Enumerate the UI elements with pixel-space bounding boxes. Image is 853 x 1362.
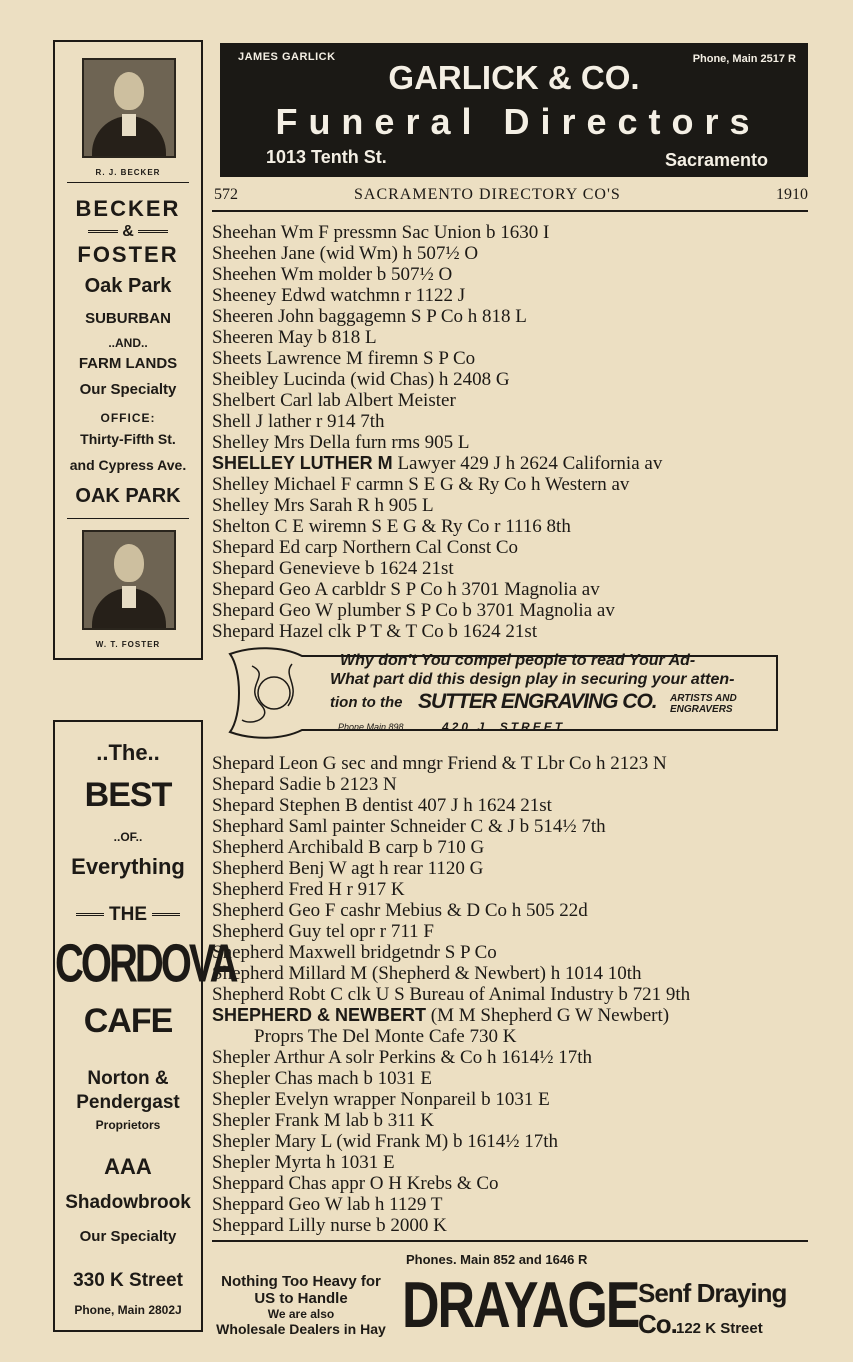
drayage-ad: [210, 1250, 810, 1345]
list-item: Shepard Geo A carbldr S P Co h 3701 Magnolia av: [212, 579, 600, 600]
drayage-big: DRAYAGE: [402, 1269, 639, 1342]
list-item: Shepherd Millard M (Shepherd & Newbert) h 1014 10th: [212, 963, 642, 984]
page-title: SACRAMENTO DIRECTORY CO'S: [354, 186, 621, 203]
drayage-company: Senf Draying Co.: [638, 1278, 787, 1339]
list-item: Sheehen Wm molder b 507½ O: [212, 264, 453, 285]
list-item: Sheeney Edwd watchmn r 1122 J: [212, 285, 466, 306]
list-item: Shepler Mary L (wid Frank M) b 1614½ 17th: [212, 1131, 558, 1152]
cordova-of: ..OF..: [113, 830, 143, 844]
list-item: Sheehen Jane (wid Wm) h 507½ O: [212, 243, 479, 264]
cordova-specialty: Our Specialty: [79, 1228, 177, 1245]
ad-line-farm-lands: FARM LANDS: [78, 355, 178, 372]
drayage-slogan-4: Wholesale Dealers in Hay: [216, 1321, 386, 1337]
cordova-cafe: CAFE: [83, 1002, 173, 1040]
sutter-line-2: What part did this design play in securing your atten-: [330, 671, 735, 688]
ad-town: OAK PARK: [75, 485, 181, 507]
list-item: Shepler Arthur A solr Perkins & Co h 1614½ 17th: [212, 1047, 592, 1068]
sutter-engraving-ad: [222, 646, 787, 740]
cordova-address: 330 K Street: [73, 1270, 183, 1291]
list-item: Shelton C E wiremn S E G & Ry Co r 1116 8th: [212, 516, 571, 537]
becker-caption: R. J. BECKER: [95, 168, 161, 177]
sutter-company: SUTTER ENGRAVING CO.: [418, 690, 657, 713]
list-item: Shepard Geo W plumber S P Co b 3701 Magnolia av: [212, 600, 615, 621]
page-number: 572: [214, 186, 238, 203]
bold-entry-rest: Lawyer 429 J h 2624 California av: [397, 453, 663, 474]
garlick-company: GARLICK & CO.: [388, 59, 640, 96]
sutter-line-3: tion to the: [330, 694, 403, 711]
directory-list-bottom: [212, 753, 690, 1236]
list-item: Sheppard Chas appr O H Krebs & Co: [212, 1173, 499, 1194]
list-item: Shelley Mrs Sarah R h 905 L: [212, 495, 434, 516]
sutter-artists: ARTISTS AND ENGRAVERS: [670, 693, 737, 715]
garlick-owner: JAMES GARLICK: [238, 51, 336, 63]
list-item: Shepherd Benj W agt h rear 1120 G: [212, 858, 484, 879]
ad-office-label: OFFICE:: [100, 411, 156, 425]
ad-address-1: Thirty-Fifth St.: [80, 431, 176, 447]
list-item: Shepard Ed carp Northern Cal Const Co: [212, 537, 519, 558]
bold-entry-name: SHEPHERD & NEWBERT: [212, 1005, 427, 1025]
ad-line-specialty: Our Specialty: [79, 381, 177, 398]
list-item-bold: [212, 453, 662, 474]
drayage-slogan-1: Nothing Too Heavy for: [221, 1273, 381, 1290]
list-item: Sheehan Wm F pressmn Sac Union b 1630 I: [212, 222, 550, 243]
list-item: Sheeren May b 818 L: [212, 327, 377, 348]
list-item: Shephard Saml painter Schneider C & J b 514½ 7th: [212, 816, 606, 837]
garlick-address: 1013 Tenth St.: [266, 147, 387, 167]
list-item: Shepard Hazel clk P T & T Co b 1624 21st: [212, 621, 538, 642]
cordova-the-label: THE: [55, 904, 201, 926]
garlick-funeral-ad: [220, 43, 808, 177]
bold-entry-name: SHELLEY LUTHER M: [212, 453, 393, 473]
becker-portrait: [82, 58, 176, 158]
foster-caption: W. T. FOSTER: [95, 640, 161, 649]
cordova-aaa: AAA: [104, 1154, 152, 1179]
ad-title-foster: FOSTER: [77, 242, 179, 267]
list-item: Shepler Evelyn wrapper Nonpareil b 1031 E: [212, 1089, 550, 1110]
sutter-address: 420 J. STREET.: [442, 720, 571, 734]
list-item: Shepherd Geo F cashr Mebius & D Co h 505 22d: [212, 900, 588, 921]
list-item: Shepard Genevieve b 1624 21st: [212, 558, 454, 579]
list-item: Shelley Michael F carmn S E G & Ry Co h Western av: [212, 474, 630, 495]
list-item: Shepherd Maxwell bridgetndr S P Co: [212, 942, 497, 963]
list-item: Shepherd Archibald B carp b 710 G: [212, 837, 485, 858]
ad-line-and: ..AND..: [108, 336, 148, 350]
drayage-slogan-3: We are also: [267, 1307, 335, 1321]
cordova-pendergast: Pendergast: [76, 1092, 180, 1113]
page-year: 1910: [776, 186, 808, 203]
cordova-the: ..The..: [96, 740, 160, 765]
list-item: Sheibley Lucinda (wid Chas) h 2408 G: [212, 369, 510, 390]
list-item: Shepler Chas mach b 1031 E: [212, 1068, 433, 1089]
list-item: Sheeren John baggagemn S P Co h 818 L: [212, 306, 527, 327]
sutter-line-1: Why don't You compel people to read Your Ad-: [340, 652, 696, 669]
cordova-best: BEST: [84, 776, 172, 814]
cordova-shadowbrook: Shadowbrook: [65, 1192, 191, 1213]
list-item-continuation: Proprs The Del Monte Cafe 730 K: [254, 1026, 517, 1047]
list-item: Shepard Stephen B dentist 407 J h 1624 21st: [212, 795, 552, 816]
cordova-phone: Phone, Main 2802J: [74, 1303, 182, 1317]
garlick-phone: Phone, Main 2517 R: [692, 53, 796, 65]
ad-line-suburban: SUBURBAN: [85, 310, 171, 327]
running-header: [212, 186, 808, 210]
list-item: Sheets Lawrence M firemn S P Co: [212, 348, 476, 369]
bold-entry-rest: (M M Shepherd G W Newbert): [430, 1005, 670, 1026]
drayage-slogan-2: US to Handle: [254, 1290, 348, 1307]
cordova-cafe-ad: [53, 720, 236, 1332]
cordova-name: CORDOVA: [55, 934, 236, 994]
cordova-proprietors: Proprietors: [95, 1118, 161, 1132]
ad-location: Oak Park: [84, 275, 172, 297]
list-item: Shelbert Carl lab Albert Meister: [212, 390, 456, 411]
garlick-business: Funeral Directors: [275, 101, 761, 142]
list-item: Shepard Leon G sec and mngr Friend & T Lbr Co h 2123 N: [212, 753, 667, 774]
becker-foster-ad: [53, 40, 203, 660]
directory-list-top: [212, 222, 662, 642]
cordova-norton: Norton &: [87, 1068, 169, 1089]
drayage-address: 122 K Street: [676, 1320, 763, 1337]
list-item: Shepherd Fred H r 917 K: [212, 879, 405, 900]
list-item: Shelley Mrs Della furn rms 905 L: [212, 432, 470, 453]
foster-portrait: [82, 530, 176, 630]
sutter-phone: Phone Main 898: [338, 722, 404, 732]
drayage-phones: Phones. Main 852 and 1646 R: [406, 1252, 588, 1267]
list-item: Shell J lather r 914 7th: [212, 411, 385, 432]
bottom-rule: [212, 1240, 808, 1242]
ad-amp: &: [55, 223, 201, 241]
list-item: Sheppard Lilly nurse b 2000 K: [212, 1215, 447, 1236]
list-item: Shepard Sadie b 2123 N: [212, 774, 397, 795]
cordova-everything: Everything: [71, 854, 185, 879]
list-item: Sheppard Geo W lab h 1129 T: [212, 1194, 443, 1215]
list-item: Shepherd Robt C clk U S Bureau of Animal Industry b 721 9th: [212, 984, 691, 1005]
list-item: Shepler Myrta h 1031 E: [212, 1152, 395, 1173]
garlick-city: Sacramento: [664, 150, 768, 170]
list-item-bold: [212, 1005, 690, 1026]
list-item: Shepler Frank M lab b 311 K: [212, 1110, 434, 1131]
ad-title-becker: BECKER: [75, 196, 181, 221]
ad-address-2: and Cypress Ave.: [69, 457, 187, 473]
list-item: Shepherd Guy tel opr r 711 F: [212, 921, 434, 942]
